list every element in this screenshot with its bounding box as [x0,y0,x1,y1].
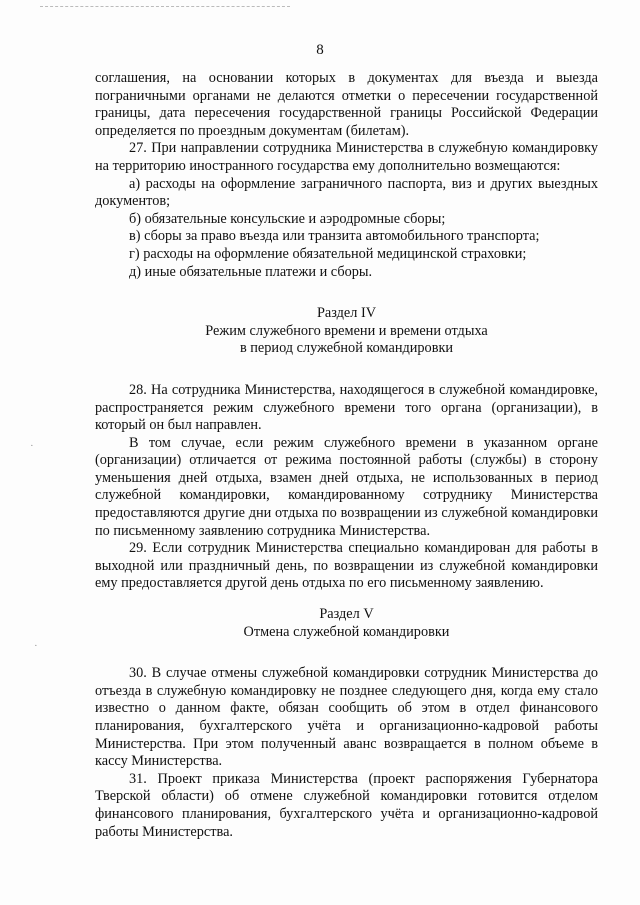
list-item-a: а) расходы на оформление заграничного паспорта, виз и других выездных документов; [95,175,598,210]
list-item-d: д) иные обязательные платежи и сборы. [129,263,373,280]
section-5-label: Раздел V [319,606,374,623]
page-number: 8 [316,42,324,58]
scan-speck: · [30,440,34,452]
section-4-title-line1: Режим служебного времени и времени отдыха [205,322,488,339]
scan-artifact-line [40,6,290,9]
paragraph-28: 28. На сотрудника Министерства, находящегося в служебной командировке, распространяется режим служебного времени того органа (организации), в который он был направлен. [95,381,598,434]
paragraph-continuation: соглашения, на основании которых в документах для въезда и выезда пограничными органами не делаются отметки о пересечении государственной границы, дата пересечения государственной границы Российской Федерации определяется по проездным документам (билетам). [95,70,598,139]
list-item-v: в) сборы за право въезда или транзита автомобильного транспорта; [129,228,540,245]
section-4-label: Раздел IV [316,305,377,322]
section-5-title: Отмена служебной командировки [243,623,450,640]
list-item-g: г) расходы на оформление обязательной медицинской страховки; [129,245,527,262]
paragraph-31: 31. Проект приказа Министерства (проект распоряжения Губернатора Тверской области) об отмене служебной командировки готовится отделом финансового планирования, бухгалтерского учёта и организационно-кадровой работы Министерства. [95,770,598,840]
document-body [95,70,598,841]
section-4-title-line2: в период служебной командировки [239,340,454,357]
scan-speck: · [34,640,38,652]
paragraph-29: 29. Если сотрудник Министерства специально командирован для работы в выходной или праздничный день, по возвращении из служебной командировки ему предоставляется другой день отдыха по его письменному заявлению. [95,540,598,592]
paragraph-27: 27. При направлении сотрудника Министерства в служебную командировку на территорию иностранного государства ему дополнительно возмещаются: [95,140,598,174]
list-item-b: б) обязательные консульские и аэродромные сборы; [129,210,446,227]
paragraph-30: 30. В случае отмены служебной командировки сотрудник Министерства до отъезда в служебную командировку не позднее следующего дня, когда ему стало известно о данном факте, обязан сообщить об этом в отдел финансового планирования, бухгалтерского учёта и организационно-кадровой работы Министерства. При этом полученный аванс возвращается в полном объеме в кассу Министерства. [95,665,598,770]
paragraph-28-continued: В том случае, если режим служебного времени в указанном органе (организации) отличается от режима постоянной работы (службы) в сторону уменьшения дней отдыха, взамен дней отдыха, не использованных в период служебной командировки, командированному сотруднику Министерства предоставляются другие дни отдыха по возвращении из служебной командировки по письменному заявлению сотрудника Министерства. [95,434,598,539]
